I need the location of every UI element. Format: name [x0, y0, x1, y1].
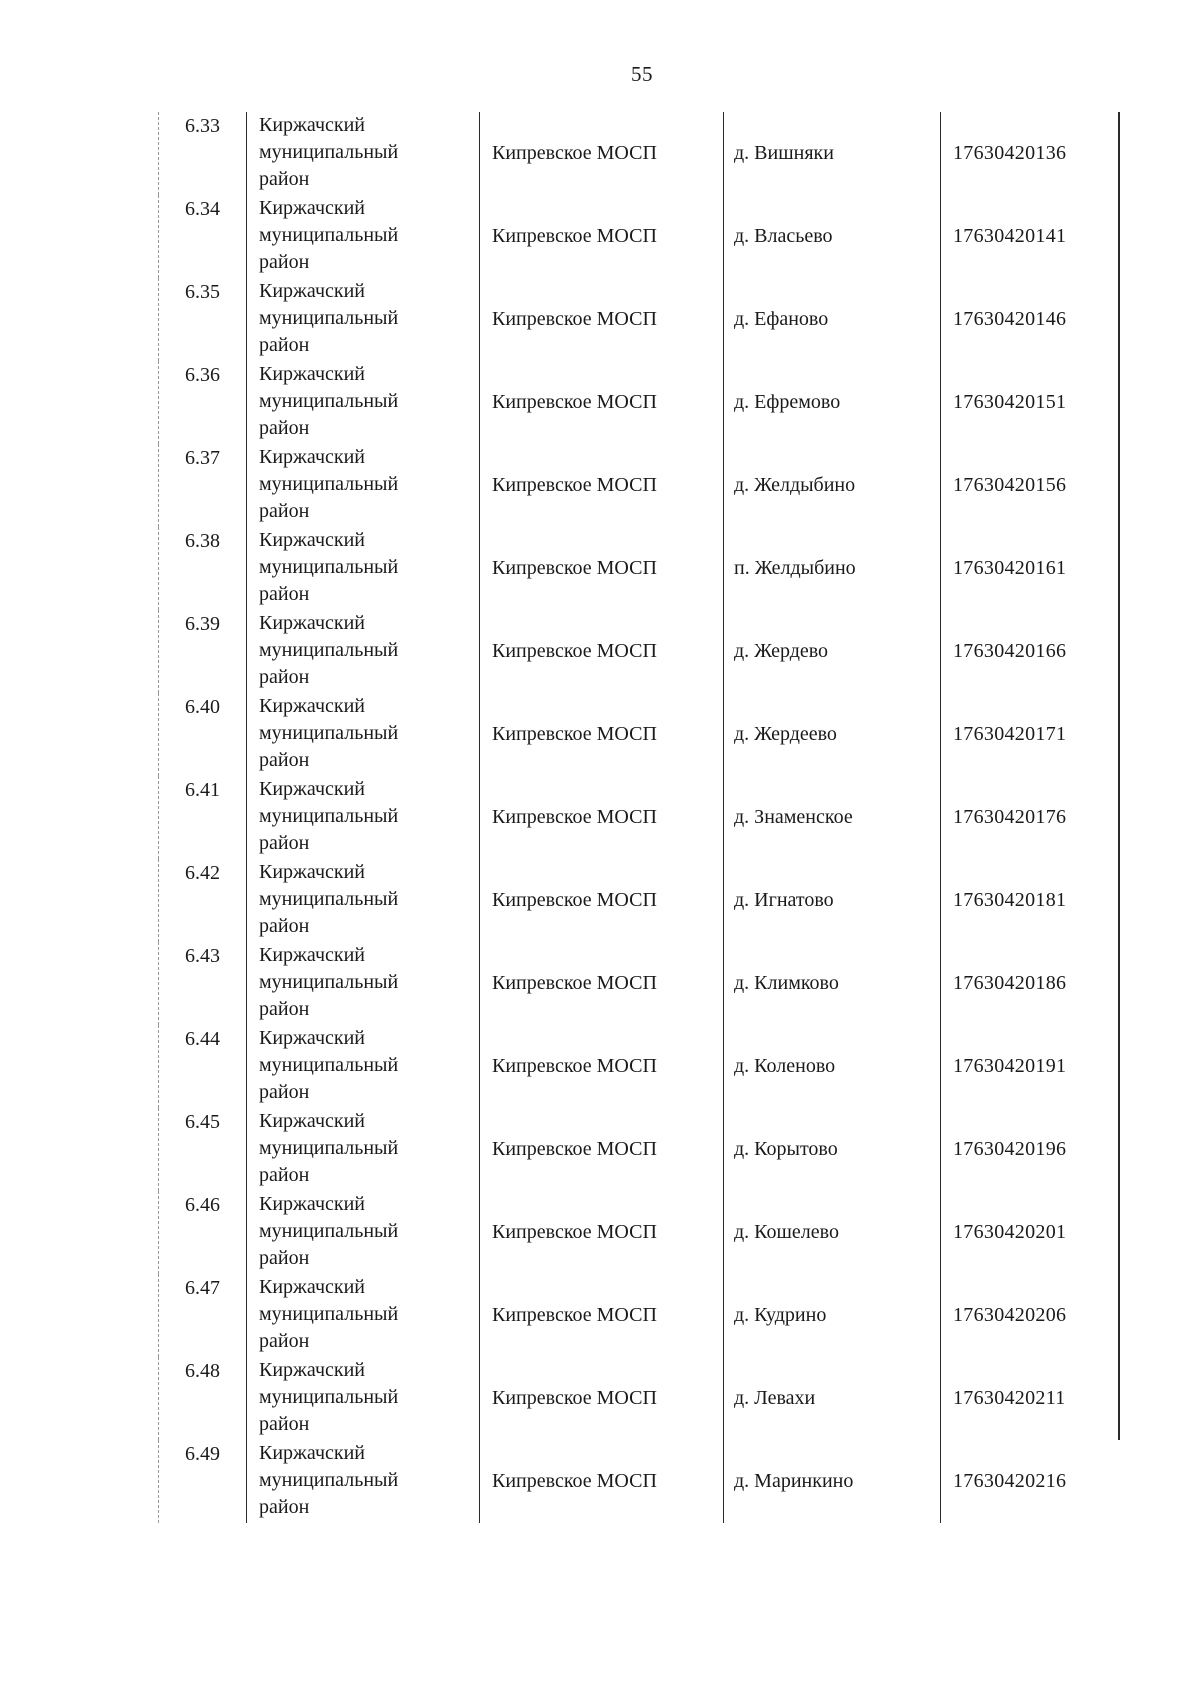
- oktmo-code-cell: 17630420136: [941, 112, 1119, 195]
- oktmo-code-cell: 17630420211: [941, 1357, 1119, 1440]
- district-line: муниципальный: [259, 390, 399, 412]
- row-number: 6.38: [159, 527, 247, 610]
- oktmo-code-cell: 17630420201: [941, 1191, 1119, 1274]
- district-line: район: [259, 417, 310, 439]
- settlement-cell: д. Жердеево: [724, 693, 941, 776]
- settlement-cell: д. Власьево: [724, 195, 941, 278]
- table-row: [159, 1108, 1119, 1191]
- district-line: Киржачский: [259, 1442, 365, 1464]
- table-body: [159, 112, 1119, 1523]
- district-line: муниципальный: [259, 1469, 399, 1491]
- settlement-cell: д. Коленово: [724, 1025, 941, 1108]
- district-line: муниципальный: [259, 473, 399, 495]
- district-line: муниципальный: [259, 556, 399, 578]
- oktmo-code-cell: 17630420196: [941, 1108, 1119, 1191]
- district-line: Киржачский: [259, 695, 365, 717]
- table-row: [159, 776, 1119, 859]
- table-row: [159, 112, 1119, 195]
- oktmo-code-cell: 17630420171: [941, 693, 1119, 776]
- table-row: [159, 1025, 1119, 1108]
- district-line: Киржачский: [259, 114, 365, 136]
- table-row: [159, 1440, 1119, 1523]
- oktmo-code-cell: 17630420186: [941, 942, 1119, 1025]
- district-line: район: [259, 500, 310, 522]
- oktmo-code-cell: 17630420166: [941, 610, 1119, 693]
- district-cell: [247, 112, 480, 195]
- district-line: Киржачский: [259, 1193, 365, 1215]
- district-line: муниципальный: [259, 722, 399, 744]
- settlement-cell: д. Знаменское: [724, 776, 941, 859]
- district-cell: [247, 1108, 480, 1191]
- municipal-unit-cell: Кипревское МОСП: [480, 361, 724, 444]
- oktmo-code-cell: 17630420161: [941, 527, 1119, 610]
- district-line: Киржачский: [259, 1027, 365, 1049]
- district-cell: [247, 278, 480, 361]
- municipal-unit-cell: Кипревское МОСП: [480, 527, 724, 610]
- district-line: муниципальный: [259, 307, 399, 329]
- municipal-unit-cell: Кипревское МОСП: [480, 859, 724, 942]
- district-line: муниципальный: [259, 1054, 399, 1076]
- settlement-cell: д. Жердево: [724, 610, 941, 693]
- municipal-unit-cell: Кипревское МОСП: [480, 1274, 724, 1357]
- municipal-unit-cell: Кипревское МОСП: [480, 1357, 724, 1440]
- district-cell: [247, 1440, 480, 1523]
- table-row: [159, 527, 1119, 610]
- settlement-cell: д. Кудрино: [724, 1274, 941, 1357]
- municipal-unit-cell: Кипревское МОСП: [480, 444, 724, 527]
- district-line: муниципальный: [259, 1137, 399, 1159]
- table-row: [159, 278, 1119, 361]
- district-line: Киржачский: [259, 944, 365, 966]
- table-row: [159, 195, 1119, 278]
- row-number: 6.40: [159, 693, 247, 776]
- district-cell: [247, 1357, 480, 1440]
- settlement-cell: д. Климково: [724, 942, 941, 1025]
- oktmo-code-cell: 17630420206: [941, 1274, 1119, 1357]
- settlement-cell: д. Кошелево: [724, 1191, 941, 1274]
- municipal-unit-cell: Кипревское МОСП: [480, 278, 724, 361]
- page-number: 55: [631, 62, 653, 86]
- row-number: 6.39: [159, 610, 247, 693]
- district-line: муниципальный: [259, 1220, 399, 1242]
- table-row: [159, 444, 1119, 527]
- district-cell: [247, 693, 480, 776]
- district-line: Киржачский: [259, 1359, 365, 1381]
- row-number: 6.33: [159, 112, 247, 195]
- district-cell: [247, 195, 480, 278]
- district-line: район: [259, 998, 310, 1020]
- row-number: 6.34: [159, 195, 247, 278]
- district-line: район: [259, 1330, 310, 1352]
- district-line: район: [259, 832, 310, 854]
- row-number: 6.44: [159, 1025, 247, 1108]
- district-line: район: [259, 1496, 310, 1518]
- district-line: Киржачский: [259, 280, 365, 302]
- oktmo-code-cell: 17630420141: [941, 195, 1119, 278]
- municipal-unit-cell: Кипревское МОСП: [480, 776, 724, 859]
- district-line: муниципальный: [259, 224, 399, 246]
- district-line: район: [259, 749, 310, 771]
- district-line: район: [259, 334, 310, 356]
- district-cell: [247, 859, 480, 942]
- district-line: район: [259, 1247, 310, 1269]
- district-cell: [247, 1274, 480, 1357]
- row-number: 6.35: [159, 278, 247, 361]
- district-cell: [247, 444, 480, 527]
- district-line: Киржачский: [259, 529, 365, 551]
- row-number: 6.46: [159, 1191, 247, 1274]
- district-line: район: [259, 168, 310, 190]
- row-number: 6.43: [159, 942, 247, 1025]
- oktmo-code-cell: 17630420176: [941, 776, 1119, 859]
- row-number: 6.37: [159, 444, 247, 527]
- district-line: Киржачский: [259, 363, 365, 385]
- settlement-cell: д. Ефремово: [724, 361, 941, 444]
- district-line: район: [259, 1164, 310, 1186]
- district-line: Киржачский: [259, 612, 365, 634]
- municipal-unit-cell: Кипревское МОСП: [480, 195, 724, 278]
- district-cell: [247, 527, 480, 610]
- municipal-unit-cell: Кипревское МОСП: [480, 112, 724, 195]
- row-number: 6.48: [159, 1357, 247, 1440]
- oktmo-code-cell: 17630420181: [941, 859, 1119, 942]
- municipal-unit-cell: Кипревское МОСП: [480, 1440, 724, 1523]
- table-row: [159, 1357, 1119, 1440]
- table-row: [159, 1274, 1119, 1357]
- row-number: 6.49: [159, 1440, 247, 1523]
- settlement-cell: д. Игнатово: [724, 859, 941, 942]
- district-line: муниципальный: [259, 141, 399, 163]
- oktmo-code-cell: 17630420216: [941, 1440, 1119, 1523]
- district-line: район: [259, 666, 310, 688]
- district-line: район: [259, 251, 310, 273]
- table-row: [159, 1191, 1119, 1274]
- district-line: муниципальный: [259, 639, 399, 661]
- district-line: Киржачский: [259, 861, 365, 883]
- oktmo-code-cell: 17630420191: [941, 1025, 1119, 1108]
- table-row: [159, 942, 1119, 1025]
- district-line: муниципальный: [259, 1303, 399, 1325]
- district-cell: [247, 776, 480, 859]
- row-number: 6.42: [159, 859, 247, 942]
- settlements-table: [158, 112, 1120, 1523]
- municipal-unit-cell: Кипревское МОСП: [480, 610, 724, 693]
- municipal-unit-cell: Кипревское МОСП: [480, 693, 724, 776]
- district-line: Киржачский: [259, 778, 365, 800]
- table-row: [159, 859, 1119, 942]
- table-row: [159, 361, 1119, 444]
- table-row: [159, 693, 1119, 776]
- oktmo-code-cell: 17630420146: [941, 278, 1119, 361]
- district-cell: [247, 1025, 480, 1108]
- district-line: район: [259, 1081, 310, 1103]
- municipal-unit-cell: Кипревское МОСП: [480, 1108, 724, 1191]
- municipal-unit-cell: Кипревское МОСП: [480, 1191, 724, 1274]
- settlement-cell: д. Ефаново: [724, 278, 941, 361]
- row-number: 6.47: [159, 1274, 247, 1357]
- municipal-unit-cell: Кипревское МОСП: [480, 1025, 724, 1108]
- row-number: 6.41: [159, 776, 247, 859]
- settlement-cell: п. Желдыбино: [724, 527, 941, 610]
- settlement-cell: д. Левахи: [724, 1357, 941, 1440]
- settlement-cell: д. Вишняки: [724, 112, 941, 195]
- settlement-cell: д. Маринкино: [724, 1440, 941, 1523]
- district-line: муниципальный: [259, 1386, 399, 1408]
- settlement-cell: д. Корытово: [724, 1108, 941, 1191]
- district-line: муниципальный: [259, 888, 399, 910]
- table-row: [159, 610, 1119, 693]
- district-cell: [247, 361, 480, 444]
- row-number: 6.36: [159, 361, 247, 444]
- oktmo-code-cell: 17630420151: [941, 361, 1119, 444]
- district-line: муниципальный: [259, 971, 399, 993]
- district-cell: [247, 1191, 480, 1274]
- row-number: 6.45: [159, 1108, 247, 1191]
- municipal-unit-cell: Кипревское МОСП: [480, 942, 724, 1025]
- oktmo-code-cell: 17630420156: [941, 444, 1119, 527]
- settlement-cell: д. Желдыбино: [724, 444, 941, 527]
- district-line: район: [259, 583, 310, 605]
- district-line: Киржачский: [259, 197, 365, 219]
- district-cell: [247, 942, 480, 1025]
- district-line: Киржачский: [259, 446, 365, 468]
- district-line: муниципальный: [259, 805, 399, 827]
- district-cell: [247, 610, 480, 693]
- district-line: Киржачский: [259, 1110, 365, 1132]
- district-line: район: [259, 915, 310, 937]
- district-line: Киржачский: [259, 1276, 365, 1298]
- district-line: район: [259, 1413, 310, 1435]
